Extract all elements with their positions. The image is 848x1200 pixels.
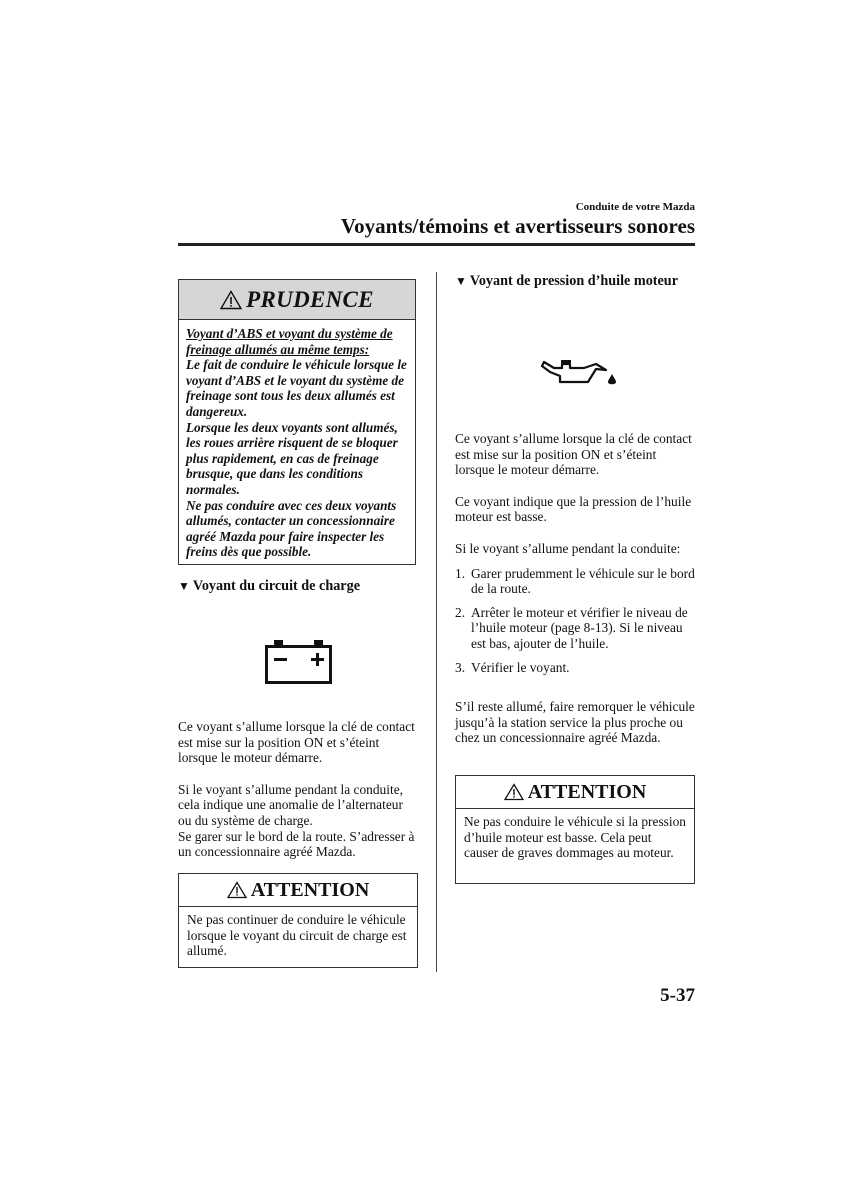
header-rule xyxy=(178,243,695,246)
step-number: 2. xyxy=(455,604,466,620)
prudence-paragraph: Ne pas conduire avec ces deux voyants allumés, contacter un concessionnaire agréé Mazda pour faire inspecter les freins dès que possible. xyxy=(186,497,397,560)
warning-triangle-icon xyxy=(504,783,524,801)
step-text: Arrêter le moteur et vérifier le niveau de l’huile moteur (page 8-13). Si le niveau est bas, ajouter de l’huile. xyxy=(471,604,688,651)
triangle-bullet-icon: ▼ xyxy=(178,579,190,593)
attention-label: ATTENTION xyxy=(527,780,647,803)
oil-paragraph: Ce voyant s’allume lorsque la clé de contact est mise sur la position ON et s’éteint lorsque le moteur démarre. xyxy=(455,431,692,478)
oil-steps-list xyxy=(455,566,695,676)
step-text: Vérifier le voyant. xyxy=(471,659,570,675)
charge-paragraph: Ce voyant s’allume lorsque la clé de contact est mise sur la position ON et s’éteint lorsque le moteur démarre. xyxy=(178,719,415,766)
oil-can-icon xyxy=(540,356,620,388)
oil-after-steps: S’il reste allumé, faire remorquer le véhicule jusqu’à la station service la plus proche ou chez un concessionnaire agréé Mazda. xyxy=(455,699,695,746)
section-title: Voyants/témoins et avertisseurs sonores xyxy=(340,214,695,238)
prudence-body xyxy=(179,320,415,560)
attention-label: ATTENTION xyxy=(250,878,370,901)
prudence-box xyxy=(178,279,416,565)
list-item xyxy=(455,566,695,597)
attention-body xyxy=(456,809,694,861)
charge-attention-box xyxy=(178,873,418,968)
oil-paragraph: Si le voyant s’allume pendant la conduite: xyxy=(455,540,681,556)
oil-paragraph: Ce voyant indique que la pression de l’huile moteur est basse. xyxy=(455,493,692,525)
attention-header xyxy=(179,874,417,907)
list-item xyxy=(455,660,695,676)
warning-triangle-icon xyxy=(227,881,247,899)
charge-paragraph: Se garer sur le bord de la route. S’adresser à un concessionnaire agréé Mazda. xyxy=(178,828,415,860)
oil-text xyxy=(455,431,695,746)
oil-heading xyxy=(455,273,695,290)
oil-attention-box xyxy=(455,775,695,884)
charge-heading xyxy=(178,578,360,595)
list-item xyxy=(455,605,695,652)
attention-text: Ne pas conduire le véhicule si la pression d’huile moteur est basse. Cela peut causer de graves dommages au moteur. xyxy=(464,814,686,861)
warning-triangle-icon xyxy=(220,290,242,310)
chapter-title: Conduite de votre Mazda xyxy=(575,201,695,213)
battery-icon xyxy=(264,638,334,686)
charge-text xyxy=(178,719,418,860)
column-divider xyxy=(436,272,437,972)
prudence-label: PRUDENCE xyxy=(246,286,374,312)
attention-body xyxy=(179,907,417,959)
triangle-bullet-icon: ▼ xyxy=(455,274,467,288)
page-number: 5-37 xyxy=(660,985,695,1006)
prudence-paragraph: Le fait de conduire le véhicule lorsque le voyant d’ABS et le voyant du système de freinage sont tous les deux allumés est dangereux. xyxy=(186,357,407,419)
step-number: 1. xyxy=(455,565,466,581)
charge-paragraph: Si le voyant s’allume pendant la conduite, cela indique une anomalie de l’alternateur ou du système de charge. xyxy=(178,781,403,828)
prudence-header xyxy=(179,280,415,320)
prudence-paragraph: Lorsque les deux voyants sont allumés, les roues arrière risquent de se bloquer plus rapidement, en cas de freinage brusque, que dans les conditions normales. xyxy=(186,419,398,497)
step-number: 3. xyxy=(455,659,466,675)
attention-text: Ne pas continuer de conduire le véhicule lorsque le voyant du circuit de charge est allumé. xyxy=(187,912,407,959)
oil-heading-text: Voyant de pression d’huile moteur xyxy=(469,273,678,289)
charge-heading-text: Voyant du circuit de charge xyxy=(192,578,360,594)
prudence-heading: Voyant d’ABS et voyant du système de freinage allumés au même temps: xyxy=(186,326,393,357)
attention-header xyxy=(456,776,694,809)
step-text: Garer prudemment le véhicule sur le bord de la route. xyxy=(471,565,695,597)
